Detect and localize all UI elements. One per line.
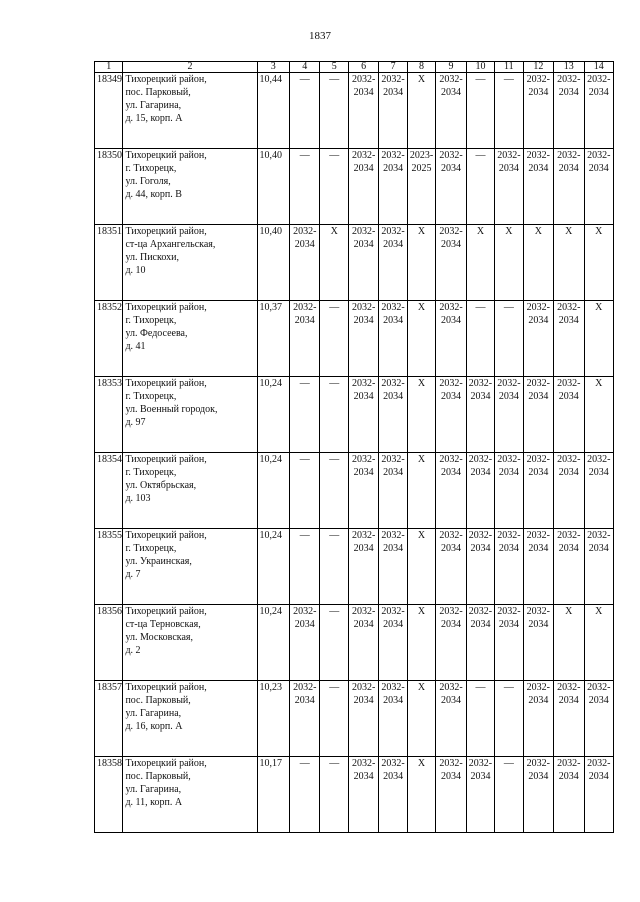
address-line: д. 11, корп. А [125,797,183,808]
address-line: д. 2 [125,645,141,656]
record-number: 18355 [95,529,123,605]
period-cell: 2032- 2034 [348,377,378,453]
address-cell [123,225,257,301]
period-cell: 2032- 2034 [466,529,494,605]
period-cell: — [495,73,523,149]
address-line: д. 97 [125,417,146,428]
address-line: д. 41 [125,341,146,352]
period-cell: X [407,225,435,301]
record-number: 18350 [95,149,123,225]
period-cell: X [495,225,523,301]
period-cell: 2032- 2034 [379,605,407,681]
period-cell: X [407,377,435,453]
period-cell: 2032- 2034 [584,149,613,225]
value-cell: 10,24 [257,605,290,681]
period-cell: 2032- 2034 [523,301,553,377]
column-header: 10 [466,62,494,73]
period-cell: 2032- 2034 [554,301,584,377]
record-number: 18357 [95,681,123,757]
period-cell: 2032- 2034 [554,73,584,149]
column-header: 12 [523,62,553,73]
table-row [95,225,614,301]
period-cell: 2032- 2034 [466,377,494,453]
period-cell: 2032- 2034 [523,605,553,681]
period-cell: 2032- 2034 [554,681,584,757]
address-line: д. 10 [125,265,146,276]
period-cell: — [320,605,348,681]
period-cell: — [466,681,494,757]
address-line: Тихорецкий район, [125,530,207,541]
period-cell: 2032- 2034 [495,149,523,225]
address-cell [123,149,257,225]
period-cell: X [320,225,348,301]
address-cell [123,453,257,529]
value-cell: 10,17 [257,757,290,833]
period-cell: 2032- 2034 [495,529,523,605]
period-cell: 2032- 2034 [348,529,378,605]
address-line: д. 103 [125,493,151,504]
address-line: ул. Московская, [125,632,194,643]
period-cell: X [584,605,613,681]
address-line: Тихорецкий район, [125,302,207,313]
period-cell: — [290,453,320,529]
address-line: ул. Федосеева, [125,328,188,339]
period-cell: 2032- 2034 [348,453,378,529]
address-line: г. Тихорецк, [125,163,177,174]
address-line: ул. Октябрьская, [125,480,197,491]
column-header: 13 [554,62,584,73]
period-cell: — [495,757,523,833]
address-line: Тихорецкий район, [125,606,207,617]
period-cell: 2032- 2034 [436,73,466,149]
column-header: 14 [584,62,613,73]
value-cell: 10,44 [257,73,290,149]
address-line: д. 7 [125,569,141,580]
column-header: 7 [379,62,407,73]
period-cell: 2032- 2034 [495,605,523,681]
address-line: пос. Парковый, [125,695,191,706]
table-row [95,73,614,149]
table-row [95,757,614,833]
address-line: г. Тихорецк, [125,315,177,326]
address-line: Тихорецкий район, [125,682,207,693]
value-cell: 10,40 [257,225,290,301]
period-cell: — [495,301,523,377]
period-cell: X [554,605,584,681]
record-number: 18353 [95,377,123,453]
period-cell: 2032- 2034 [348,681,378,757]
address-line: д. 16, корп. А [125,721,183,732]
period-cell: 2032- 2034 [348,73,378,149]
period-cell: 2032- 2034 [379,453,407,529]
period-cell: 2032- 2034 [290,225,320,301]
address-cell [123,301,257,377]
address-line: ст-ца Архангельская, [125,239,216,250]
column-header: 4 [290,62,320,73]
address-cell [123,681,257,757]
table-row [95,301,614,377]
period-cell: 2032- 2034 [348,301,378,377]
address-cell [123,73,257,149]
period-cell: 2032- 2034 [554,757,584,833]
period-cell: 2032- 2034 [379,681,407,757]
period-cell: 2032- 2034 [436,301,466,377]
table-row [95,377,614,453]
period-cell: 2032- 2034 [466,757,494,833]
period-cell: 2032- 2034 [554,453,584,529]
address-line: г. Тихорецк, [125,543,177,554]
period-cell: 2032- 2034 [523,757,553,833]
period-cell: X [466,225,494,301]
address-line: Тихорецкий район, [125,150,207,161]
address-line: ул. Гагарина, [125,784,182,795]
address-line: ст-ца Терновская, [125,619,201,630]
column-header: 11 [495,62,523,73]
period-cell: X [584,301,613,377]
period-cell: 2032- 2034 [436,605,466,681]
period-cell: 2032- 2034 [379,73,407,149]
period-cell: 2032- 2034 [436,149,466,225]
period-cell: — [320,377,348,453]
address-line: ул. Пискохи, [125,252,179,263]
period-cell: 2032- 2034 [584,73,613,149]
address-cell [123,529,257,605]
address-line: ул. Украинская, [125,556,192,567]
period-cell: 2032- 2034 [436,225,466,301]
period-cell: 2032- 2034 [554,149,584,225]
period-cell: — [320,301,348,377]
period-cell: X [584,377,613,453]
period-cell: — [320,149,348,225]
address-line: Тихорецкий район, [125,758,207,769]
period-cell: 2032- 2034 [584,453,613,529]
period-cell: 2032- 2034 [523,73,553,149]
address-line: пос. Парковый, [125,87,191,98]
period-cell: X [407,605,435,681]
value-cell: 10,24 [257,529,290,605]
period-cell: 2032- 2034 [379,757,407,833]
period-cell: 2032- 2034 [554,377,584,453]
address-line: пос. Парковый, [125,771,191,782]
period-cell: — [290,377,320,453]
period-cell: 2032- 2034 [584,681,613,757]
address-line: ул. Гагарина, [125,100,182,111]
period-cell: — [290,529,320,605]
period-cell: 2032- 2034 [523,453,553,529]
period-cell: X [584,225,613,301]
value-cell: 10,37 [257,301,290,377]
period-cell: 2032- 2034 [523,529,553,605]
period-cell: 2032- 2034 [379,529,407,605]
period-cell: 2032- 2034 [436,529,466,605]
column-header: 2 [123,62,257,73]
address-line: ул. Гагарина, [125,708,182,719]
period-cell: 2032- 2034 [348,225,378,301]
column-header: 6 [348,62,378,73]
address-cell [123,605,257,681]
address-line: ул. Гоголя, [125,176,171,187]
address-line: д. 15, корп. А [125,113,183,124]
period-cell: 2032- 2034 [523,681,553,757]
period-cell: X [407,757,435,833]
value-cell: 10,40 [257,149,290,225]
value-cell: 10,24 [257,377,290,453]
period-cell: X [554,225,584,301]
period-cell: — [466,301,494,377]
period-cell: — [320,529,348,605]
data-table [94,61,614,833]
period-cell: — [320,453,348,529]
period-cell: X [523,225,553,301]
address-cell [123,377,257,453]
record-number: 18356 [95,605,123,681]
address-line: г. Тихорецк, [125,467,177,478]
period-cell: 2032- 2034 [379,149,407,225]
column-header: 9 [436,62,466,73]
record-number: 18351 [95,225,123,301]
table-row [95,529,614,605]
period-cell: 2032- 2034 [523,377,553,453]
address-line: д. 44, корп. В [125,189,182,200]
table-row [95,681,614,757]
period-cell: 2032- 2034 [554,529,584,605]
period-cell: X [407,73,435,149]
period-cell: 2032- 2034 [584,757,613,833]
value-cell: 10,23 [257,681,290,757]
period-cell: X [407,529,435,605]
period-cell: 2032- 2034 [290,681,320,757]
period-cell: X [407,301,435,377]
period-cell: 2032- 2034 [290,301,320,377]
period-cell: — [320,73,348,149]
period-cell: 2032- 2034 [436,453,466,529]
period-cell: X [407,453,435,529]
period-cell: 2032- 2034 [379,377,407,453]
period-cell: 2032- 2034 [495,453,523,529]
period-cell: — [466,149,494,225]
period-cell: 2032- 2034 [348,149,378,225]
period-cell: X [407,681,435,757]
address-line: Тихорецкий район, [125,378,207,389]
record-number: 18354 [95,453,123,529]
period-cell: — [320,757,348,833]
address-line: Тихорецкий район, [125,454,207,465]
period-cell: 2032- 2034 [379,225,407,301]
period-cell: 2032- 2034 [436,377,466,453]
column-header: 3 [257,62,290,73]
period-cell: 2032- 2034 [348,757,378,833]
column-header: 5 [320,62,348,73]
address-line: Тихорецкий район, [125,226,207,237]
period-cell: — [320,681,348,757]
period-cell: 2032- 2034 [290,605,320,681]
record-number: 18349 [95,73,123,149]
period-cell: 2032- 2034 [523,149,553,225]
address-line: Тихорецкий район, [125,74,207,85]
column-header: 8 [407,62,435,73]
table-row [95,149,614,225]
period-cell: 2032- 2034 [495,377,523,453]
period-cell: 2023- 2025 [407,149,435,225]
column-header: 1 [95,62,123,73]
record-number: 18358 [95,757,123,833]
period-cell: — [290,149,320,225]
address-line: ул. Военный городок, [125,404,218,415]
period-cell: — [466,73,494,149]
address-cell [123,757,257,833]
period-cell: 2032- 2034 [466,605,494,681]
period-cell: 2032- 2034 [348,605,378,681]
table-row [95,605,614,681]
period-cell: — [495,681,523,757]
period-cell: 2032- 2034 [584,529,613,605]
table-row [95,453,614,529]
value-cell: 10,24 [257,453,290,529]
period-cell: 2032- 2034 [436,757,466,833]
period-cell: 2032- 2034 [466,453,494,529]
period-cell: 2032- 2034 [379,301,407,377]
page-number: 1837 [309,30,331,42]
period-cell: 2032- 2034 [436,681,466,757]
period-cell: — [290,73,320,149]
record-number: 18352 [95,301,123,377]
address-line: г. Тихорецк, [125,391,177,402]
period-cell: — [290,757,320,833]
header-row [95,62,614,73]
